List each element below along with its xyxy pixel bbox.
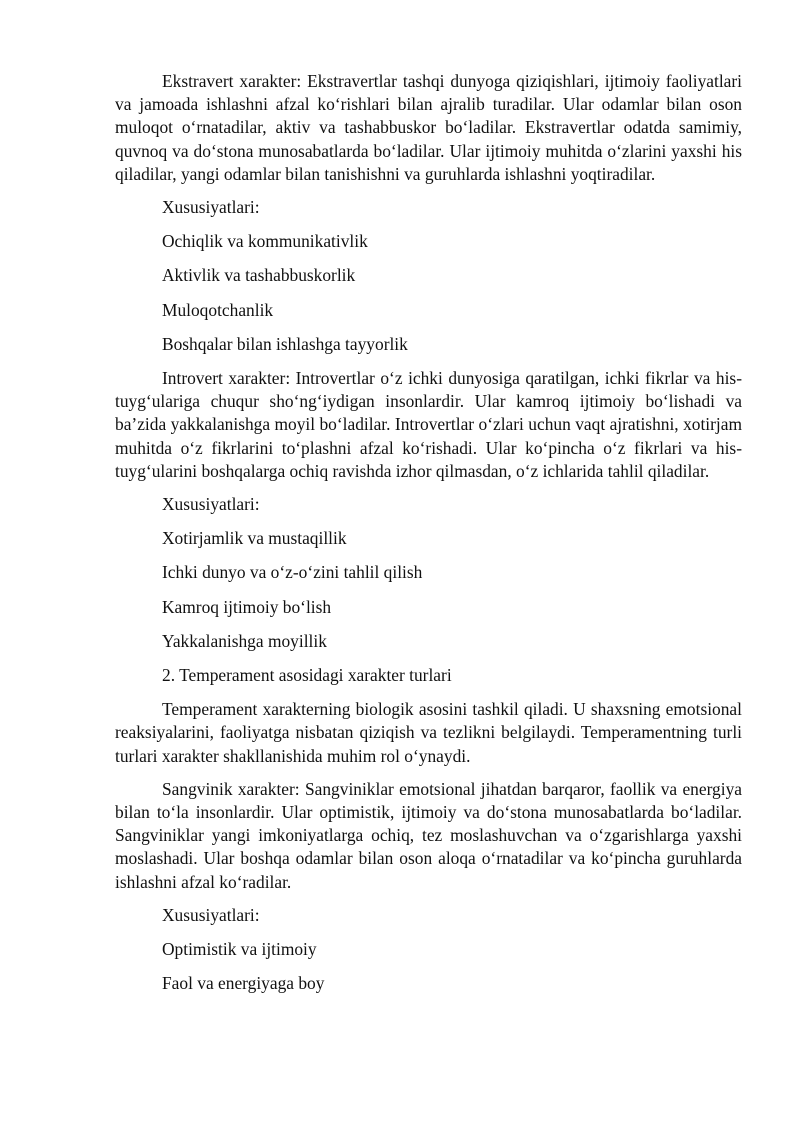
list-item: Optimistik va ijtimoiy: [162, 939, 317, 960]
list-item: Kamroq ijtimoiy bo‘lish: [162, 596, 332, 617]
document-page: [115, 70, 742, 996]
list-item: Yakkalanishga moyillik: [162, 630, 327, 651]
section-heading: 2. Temperament asosidagi xarakter turlari: [162, 665, 452, 686]
heading-xususiyatlari: Xususiyatlari:: [162, 494, 260, 515]
heading-xususiyatlari: Xususiyatlari:: [162, 904, 260, 925]
heading-xususiyatlari: Xususiyatlari:: [162, 197, 260, 218]
list-item: Aktivlik va tashabbuskorlik: [162, 265, 356, 286]
paragraph-introvert: Introvert xarakter: Introvertlar o‘z ichki dunyosiga qaratilgan, ichki fikrlar va his-tuyg‘ulariga chuqur sho‘ng‘iydigan insonlardir. Ular kamroq ijtimoiy bo‘lishadi va ba’zida yakkalanishga moyil bo‘ladilar. Introvertlar o‘zlari uchun vaqt ajratishni, xotirjam muhitda o‘z fikrlarini to‘plashni afzal ko‘rishadi. Ular ko‘pincha o‘z fikrlari va his-tuyg‘ularini boshqalarga ochiq ravishda izhor qilmasdan, o‘z ichlarida tahlil qiladilar.: [115, 368, 742, 481]
list-item: Xotirjamlik va mustaqillik: [162, 528, 347, 549]
list-item: Ichki dunyo va o‘z-o‘zini tahlil qilish: [162, 562, 423, 583]
list-item: Faol va energiyaga boy: [162, 973, 325, 994]
list-item: Ochiqlik va kommunikativlik: [162, 231, 368, 252]
list-item: Boshqalar bilan ishlashga tayyorlik: [162, 333, 408, 354]
paragraph-extravert: Ekstravert xarakter: Ekstravertlar tashqi dunyoga qiziqishlari, ijtimoiy faoliyatlari va jamoada ishlashni afzal ko‘rishlari bilan ajralib turadilar. Ular odamlar bilan oson muloqot o‘rnatadilar, aktiv va tashabbuskor bo‘ladilar. Ekstravertlar odatda samimiy, quvnoq va do‘stona munosabatlarda bo‘ladilar. Ular ijtimoiy muhitda o‘zlarini yaxshi his qiladilar, yangi odamlar bilan tanishishni va guruhlarda ishlashni yoqtiradilar.: [115, 71, 742, 184]
paragraph-temperament: Temperament xarakterning biologik asosini tashkil qiladi. U shaxsning emotsional reaksiyalarini, faoliyatga nisbatan qiziqish va tezlikni belgilaydi. Temperamentning turli turlari xarakter shakllanishida muhim rol o‘ynaydi.: [115, 699, 742, 766]
paragraph-sangvinik: Sangvinik xarakter: Sangviniklar emotsional jihatdan barqaror, faollik va energiya bilan to‘la insonlardir. Ular optimistik, ijtimoiy va do‘stona munosabatlarda bo‘ladilar. Sangviniklar yangi imkoniyatlarga ochiq, tez moslashuvchan va o‘zgarishlarga yaxshi moslashadi. Ular boshqa odamlar bilan oson aloqa o‘rnatadilar va ko‘pincha guruhlarda ishlashni afzal ko‘radilar.: [115, 778, 742, 892]
list-item: Muloqotchanlik: [162, 299, 274, 320]
